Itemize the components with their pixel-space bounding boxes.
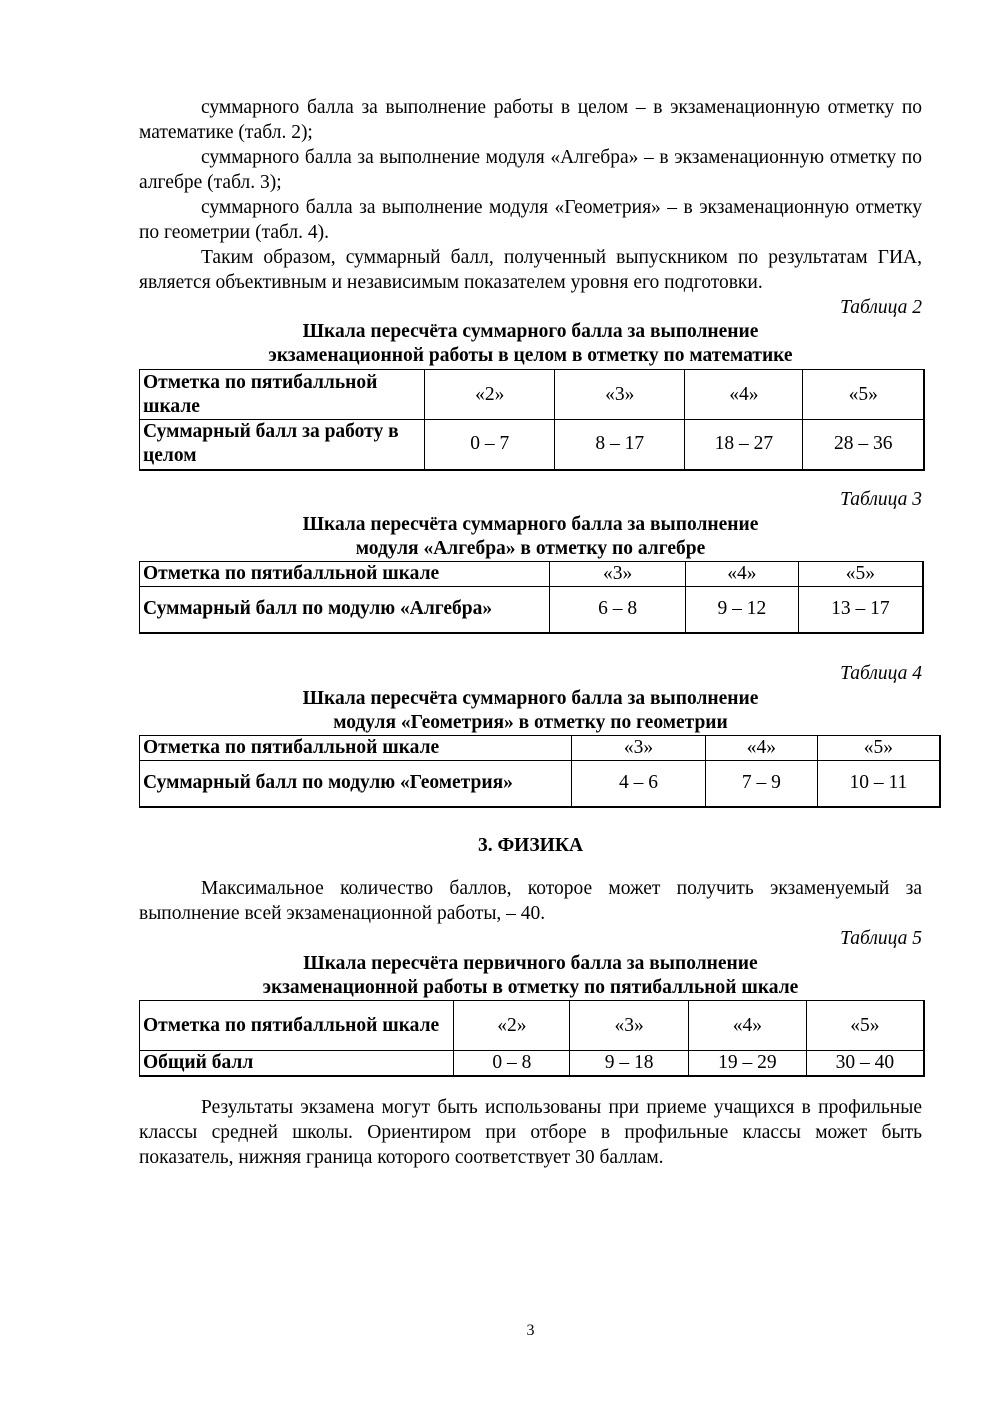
table-cell: «4» <box>685 370 803 420</box>
table-cell: «5» <box>798 562 923 587</box>
table-row <box>140 562 924 587</box>
table-cell: «5» <box>806 1001 924 1051</box>
table-title <box>139 952 922 1000</box>
table-cell: 18 – 27 <box>685 420 803 470</box>
table-row <box>140 761 941 807</box>
table-label: Таблица 4 <box>840 663 922 684</box>
paragraph: Таким образом, суммарный балл, полученный выпускником по результатам ГИА, является объективным и независимым показателем уровня его подготовки. <box>139 247 922 293</box>
table-title-line: Шкала пересчёта суммарного балла за выполнение <box>302 688 759 709</box>
paragraph: суммарного балла за выполнение модуля «Алгебра» – в экзаменационную отметку по алгебре (табл. 3); <box>139 147 922 193</box>
table-cell: 7 – 9 <box>705 761 817 807</box>
table-title-line: экзаменационной работы в отметку по пятибалльной шкале <box>262 977 799 998</box>
table-cell: 30 – 40 <box>806 1051 924 1077</box>
table-5 <box>139 1000 925 1077</box>
table-cell: 4 – 6 <box>572 761 706 807</box>
page-number: 3 <box>526 1322 535 1339</box>
table-cell: 28 – 36 <box>803 420 924 470</box>
table-cell: «3» <box>555 370 685 420</box>
paragraph: Максимальное количество баллов, которое может получить экзаменуемый за выполнение всей экзаменационной работы, – 40. <box>139 878 922 924</box>
table-title-line: экзаменационной работы в целом в отметку по математике <box>268 345 793 366</box>
table-cell: «5» <box>817 736 940 761</box>
table-cell: «4» <box>685 562 798 587</box>
table-cell: 6 – 8 <box>550 587 686 633</box>
table-cell: 9 – 18 <box>570 1051 689 1077</box>
table-cell: 19 – 29 <box>688 1051 806 1077</box>
table-cell: 10 – 11 <box>817 761 940 807</box>
row-header: Суммарный балл по модулю «Алгебра» <box>140 587 550 633</box>
row-header: Отметка по пятибалльной шкале <box>140 1001 454 1051</box>
table-title <box>139 320 922 368</box>
table-row <box>140 420 925 470</box>
table-title-line: Шкала пересчёта суммарного балла за выполнение <box>302 321 759 342</box>
table-cell: «3» <box>572 736 706 761</box>
table-cell: «2» <box>425 370 555 420</box>
table-row <box>140 736 941 761</box>
table-cell: 13 – 17 <box>798 587 923 633</box>
table-cell: «5» <box>803 370 924 420</box>
table-cell: «2» <box>454 1001 570 1051</box>
table-title <box>139 687 922 735</box>
row-header: Суммарный балл за работу в целом <box>140 420 425 470</box>
table-row <box>140 1051 925 1077</box>
table-label: Таблица 3 <box>840 489 922 510</box>
row-header: Отметка по пятибалльной шкале <box>140 370 425 420</box>
table-2 <box>139 369 925 471</box>
paragraph: Результаты экзамена могут быть использованы при приеме учащихся в профильные классы средней школы. Ориентиром при отборе в профильные классы может быть показатель, нижняя граница которого соответствует 30 баллам. <box>139 1097 922 1168</box>
table-row <box>140 1001 925 1051</box>
table-cell: «3» <box>570 1001 689 1051</box>
closing-text <box>139 1095 922 1170</box>
table-cell: 8 – 17 <box>555 420 685 470</box>
table-title-line: модуля «Геометрия» в отметку по геометрии <box>333 712 728 733</box>
row-header: Отметка по пятибалльной шкале <box>140 736 572 761</box>
table-cell: 0 – 7 <box>425 420 555 470</box>
table-cell: «4» <box>688 1001 806 1051</box>
table-label: Таблица 2 <box>840 297 922 318</box>
table-row <box>140 587 924 633</box>
row-header: Общий балл <box>140 1051 454 1077</box>
row-header: Суммарный балл по модулю «Геометрия» <box>140 761 572 807</box>
table-title-line: Шкала пересчёта первичного балла за выполнение <box>303 953 758 974</box>
table-cell: «4» <box>705 736 817 761</box>
table-cell: 9 – 12 <box>685 587 798 633</box>
table-title-line: Шкала пересчёта суммарного балла за выполнение <box>302 514 759 535</box>
table-3 <box>139 561 924 634</box>
table-4 <box>139 735 941 808</box>
table-cell: 0 – 8 <box>454 1051 570 1077</box>
paragraph: суммарного балла за выполнение модуля «Геометрия» – в экзаменационную отметку по геометрии (табл. 4). <box>139 197 922 243</box>
paragraph: суммарного балла за выполнение работы в целом – в экзаменационную отметку по математике (табл. 2); <box>139 97 922 143</box>
section-heading: 3. ФИЗИКА <box>477 835 584 856</box>
table-row <box>140 370 925 420</box>
table-cell: «3» <box>550 562 686 587</box>
row-header: Отметка по пятибалльной шкале <box>140 562 550 587</box>
table-label: Таблица 5 <box>840 928 922 949</box>
table-title <box>139 513 922 561</box>
section-text <box>139 876 922 926</box>
intro-text <box>139 95 922 295</box>
table-title-line: модуля «Алгебра» в отметку по алгебре <box>355 538 706 559</box>
